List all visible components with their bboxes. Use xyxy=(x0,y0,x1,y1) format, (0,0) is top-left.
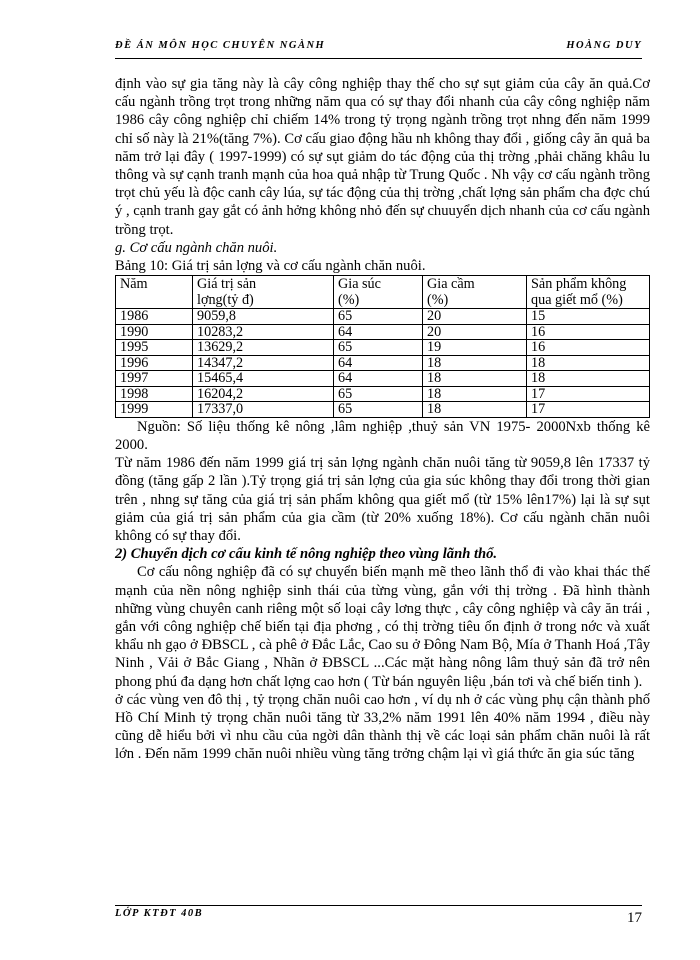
table-row xyxy=(116,324,650,340)
table-cell: 64 xyxy=(334,371,423,387)
table-cell: 18 xyxy=(423,371,527,387)
table-cell: 15465,4 xyxy=(193,371,334,387)
table-row xyxy=(116,340,650,356)
table-cell: 10283,2 xyxy=(193,324,334,340)
table-cell: 1996 xyxy=(116,355,193,371)
header-cell-cattle: Gia súc (%) xyxy=(334,276,423,309)
table-row xyxy=(116,402,650,418)
table-cell: 20 xyxy=(423,324,527,340)
table-cell: 13629,2 xyxy=(193,340,334,356)
table-cell: 16 xyxy=(527,324,650,340)
table-cell: 9059,8 xyxy=(193,309,334,325)
table-cell: 1998 xyxy=(116,386,193,402)
page-header xyxy=(115,38,642,59)
table-row xyxy=(116,371,650,387)
table-cell: 64 xyxy=(334,324,423,340)
livestock-table xyxy=(115,275,650,418)
table-caption: Bảng 10: Giá trị sản lợng và cơ cấu ngành chăn nuôi. xyxy=(115,258,426,275)
table-cell: 1995 xyxy=(116,340,193,356)
header-right: HOÀNG DUY xyxy=(566,40,642,51)
table-cell: 65 xyxy=(334,386,423,402)
header-cell-poultry: Gia cầm (%) xyxy=(423,276,527,309)
subheading-livestock: g. Cơ cấu ngành chăn nuôi. xyxy=(115,239,278,256)
table-row xyxy=(116,386,650,402)
table-cell: 18 xyxy=(423,402,527,418)
table-cell: 18 xyxy=(527,355,650,371)
table-cell: 14347,2 xyxy=(193,355,334,371)
table-cell: 1986 xyxy=(116,309,193,325)
table-cell: 65 xyxy=(334,309,423,325)
table-cell: 1999 xyxy=(116,402,193,418)
section-heading-2: 2) Chuyển dịch cơ cấu kinh tế nông nghiệp theo vùng lãnh thổ. xyxy=(115,546,498,563)
header-cell-year: Năm xyxy=(116,276,193,309)
table-header-row xyxy=(116,276,650,309)
page-number: 17 xyxy=(627,910,642,926)
table-cell: 18 xyxy=(423,355,527,371)
table-cell: 65 xyxy=(334,402,423,418)
footer-class: LỚP KTĐT 40B xyxy=(115,908,204,919)
document-body xyxy=(115,75,650,764)
table-cell: 15 xyxy=(527,309,650,325)
header-cell-unslaughtered: Sản phẩm không qua giết mổ (%) xyxy=(527,276,650,309)
table-cell: 64 xyxy=(334,355,423,371)
header-cell-value: Giá trị sản lợng(tỷ đ) xyxy=(193,276,334,309)
table-cell: 16 xyxy=(527,340,650,356)
table-cell: 18 xyxy=(423,386,527,402)
table-row xyxy=(116,355,650,371)
header-left: ĐỀ ÁN MÔN HỌC CHUYÊN NGÀNH xyxy=(115,40,326,51)
table-cell: 19 xyxy=(423,340,527,356)
page-footer xyxy=(115,905,642,934)
paragraph-3: Cơ cấu nông nghiệp đã có sự chuyển biến mạnh mẽ theo lãnh thổ đi vào khai thác thế mạnh của nền nông nghiệp sinh thái của từng vùng, gắn với thị trờng . Đã hình thành những vùng chuyên canh riêng một số loại cây lơng thực , cây công nghiệp và cây ăn trái , gắn với công nghiệp chế biến tại địa phơng , có thị trờng tiêu ổn định ở trong nớc và xuất khẩu nh gạo ở ĐBSCL , cà phê ở Đắc Lắc, Cao su ở Đông Nam Bộ, Mía ở Thanh Hoá ,Tây Ninh , Vải ở Bắc Giang , Nhãn ở ĐBSCL ...Các mặt hàng nông lâm thuỷ sản đã trở nên phong phú đa dạng hơn chất lợng cao hơn ( Từ bán nguyên liệu ,bán tơi và chế biến tinh ). xyxy=(115,564,650,690)
table-cell: 16204,2 xyxy=(193,386,334,402)
table-row xyxy=(116,309,650,325)
table-cell: 17 xyxy=(527,386,650,402)
paragraph-4: ở các vùng ven đô thị , tỷ trọng chăn nuôi cao hơn , ví dụ nh ở các vùng phụ cận thành phố Hồ Chí Minh tỷ trọng chăn nuôi tăng từ 33,2% năm 1991 lên 40% năm 1994 , điều này cũng dễ hiểu bởi vì nhu cầu của ngời dân thành thị về các loại sản phẩm chăn nuôi là rất lớn . Đến năm 1999 chăn nuôi nhiều vùng tăng trởng chậm lại vì giá thức ăn gia súc tăng xyxy=(115,691,650,763)
paragraph-1: định vào sự gia tăng này là cây công nghiệp thay thế cho sự sụt giảm của cây ăn quả.Cơ cấu ngành trồng trọt trong những năm qua có sự thay đổi nhanh của cây công nghiệp năm 1986 cây công nghiệp chỉ chiếm 14% trong tỷ trọng ngành trồng trọt nhng đến năm 1999 chỉ số này là 21%(tăng 7%). Cơ cấu giao động hầu nh không thay đổi , giống cây ăn quả ba năm trở lại đây ( 1997-1999) có sự sụt giảm do tác động của thị trờng ,phải chăng khâu lu thông và sự cạnh tranh mạnh của hoa quả nhập từ Trung Quốc . Nh vậy cơ cấu ngành trồng trọt chủ yếu là độc canh cây lúa, sự tác động của thị trờng ,chất lợng sản phẩm cha đợc chú ý , cạnh tranh gay gắt có ảnh hởng không nhỏ đến sự chuuyển dịch nhanh của cơ cấu ngành trồng trọt. xyxy=(115,76,650,238)
paragraph-2: Từ năm 1986 đến năm 1999 giá trị sản lợng ngành chăn nuôi tăng từ 9059,8 lên 17337 tỷ đồng (tăng gấp 2 lần ).Tỷ trọng giá trị sản lợng của gia súc không thay đổi trong thời gian trên , nhng sự tăng của giá trị sản phẩm không qua giết mổ (từ 15% lên17%) lại là sự sụt giảm của giá trị sản phẩm của gia cầm (từ 20% xuống 18%). Cơ cấu ngành chăn nuôi không có sự thay đổi. xyxy=(115,455,650,544)
table-cell: 1997 xyxy=(116,371,193,387)
table-cell: 1990 xyxy=(116,324,193,340)
source-note: Nguồn: Số liệu thống kê nông ,lâm nghiệp ,thuỷ sản VN 1975- 2000Nxb thống kê 2000. xyxy=(115,418,650,453)
table-cell: 20 xyxy=(423,309,527,325)
table-cell: 65 xyxy=(334,340,423,356)
table-cell: 18 xyxy=(527,371,650,387)
table-cell: 17337,0 xyxy=(193,402,334,418)
table-cell: 17 xyxy=(527,402,650,418)
